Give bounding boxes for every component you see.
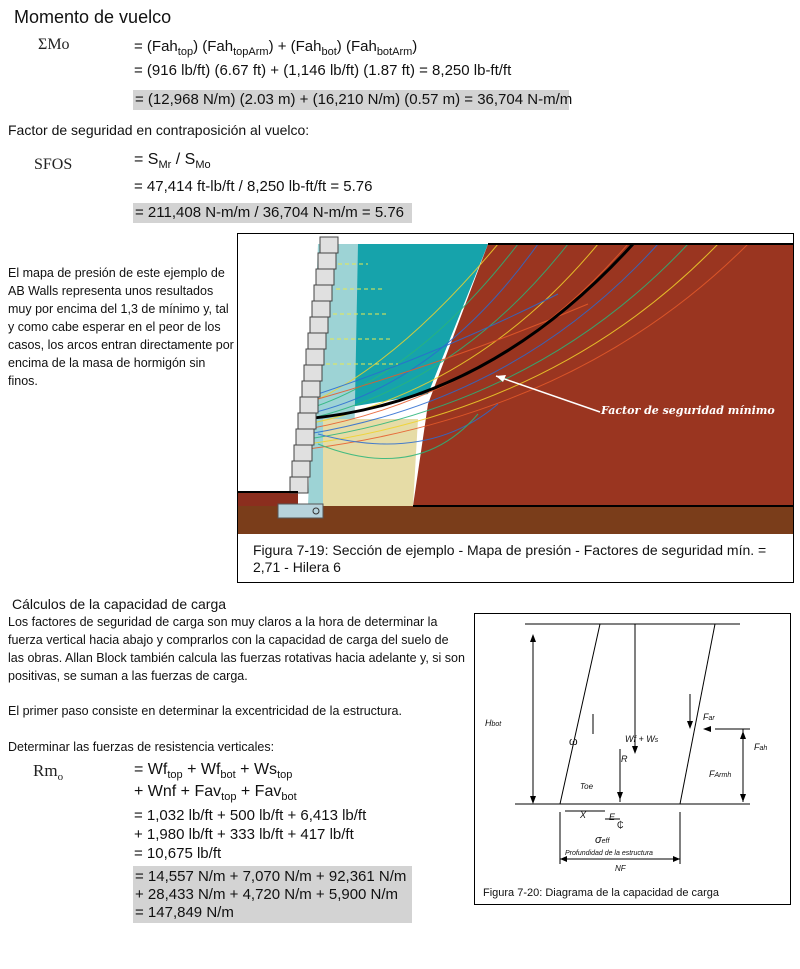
safety-heading: Factor de seguridad en contraposición al vuelco:: [8, 122, 310, 138]
bearing-title: Cálculos de la capacidad de carga: [12, 596, 227, 612]
safety-eq2: = 47,414 ft-lb/ft / 8,250 lb-ft/ft = 5.76: [134, 178, 373, 195]
overturning-eq1: = (Fah$_{top}$) (Fah$_{topArm}$) + (Fah$_{bot}$) (Fah$_{botArm}$): [134, 38, 418, 58]
label-depth: Profundidad de la estructura: [565, 850, 653, 857]
bearing-para2: El primer paso consiste en determinar la excentricidad de la estructura.: [8, 704, 402, 718]
label-hbot: Hbot: [485, 718, 502, 728]
label-cl: ₵: [617, 820, 624, 830]
label-far: Far: [703, 712, 715, 722]
figure-7-19-caption: Figura 7-19: Sección de ejemplo - Mapa de presión - Factores de seguridad mín. = 2,71 - Hilera 6: [253, 542, 767, 575]
bearing-eq6: = 14,557 N/m + 7,070 N/m + 92,361 N/m: [135, 868, 407, 885]
safety-symbol: SFOS: [34, 156, 73, 173]
pressure-map-image: [238, 234, 793, 534]
label-farm: FArmh: [709, 769, 732, 779]
label-omega: ω: [569, 736, 578, 748]
bearing-eq3: = 1,032 lb/ft + 500 lb/ft + 6,413 lb/ft: [134, 807, 367, 824]
overturning-title: Momento de vuelco: [14, 7, 172, 27]
safety-eq1: = $S_{Mr} / S_{Mo}$: [134, 151, 211, 171]
bearing-para1: Los factores de seguridad de carga son muy claros a la hora de determinar la fuerza vertical hacia abajo y comprarlos con la capacidad de carga del suelo de las obras. Allan Block también calcula las fuerzas rotativas hacia adelante y, si son positivas, se suman a las fuerzas de carga.: [8, 615, 465, 683]
label-wfws: Wf + Ws: [625, 734, 659, 744]
bearing-para3: Determinar las fuerzas de resistencia verticales:: [8, 740, 275, 754]
bearing-metric-block: [133, 866, 412, 923]
figure-7-19: [237, 233, 794, 583]
label-r: R: [621, 754, 628, 764]
overturning-eq3: = (12,968 N/m) (2.03 m) + (16,210 N/m) (0.57 m) = 36,704 N-m/m: [135, 91, 573, 108]
overturning-eq2: = (916 lb/ft) (6.67 ft) + (1,146 lb/ft) (1.87 ft) = 8,250 lb-ft/ft: [134, 62, 512, 79]
label-e: E: [609, 812, 616, 822]
bearing-eq1: = $Wf_{top} + Wf_{bot} + Ws_{top}$: [134, 761, 293, 781]
bearing-symbol: $Rm_o$: [33, 761, 64, 783]
label-x: X: [580, 810, 587, 820]
label-fah: Fah: [754, 742, 768, 752]
min-safety-label: Factor de seguridad mínimo: [601, 404, 775, 417]
bearing-eq4: + 1,980 lb/ft + 333 lb/ft + 417 lb/ft: [134, 826, 354, 843]
label-nf: NF: [615, 864, 626, 873]
bearing-eq2: + Wnf + Fav$_{top}$ + Fav$_{bot}$: [134, 783, 297, 803]
bearing-diagram: [475, 614, 790, 874]
figure-7-20-caption: Figura 7-20: Diagrama de la capacidad de carga: [483, 887, 720, 899]
label-toe: Toe: [580, 782, 594, 791]
label-sigma: σeff: [595, 834, 610, 846]
overturning-symbol: ΣMo: [38, 36, 70, 53]
pressure-paragraph: El mapa de presión de este ejemplo de AB Walls representa unos resultados muy por encima del 1,3 de mínimo y, tal y como cabe esperar en el peor de los casos, los arcos entran directamente por encima de la masa de hormigón sin finos.: [8, 266, 234, 388]
bearing-eq7: + 28,433 N/m + 4,720 N/m + 5,900 N/m: [135, 886, 399, 903]
figure-7-20: [474, 613, 791, 905]
bearing-eq8: = 147,849 N/m: [135, 904, 234, 921]
bearing-eq5: = 10,675 lb/ft: [134, 845, 222, 862]
safety-eq3: = 211,408 N-m/m / 36,704 N-m/m = 5.76: [133, 203, 412, 223]
